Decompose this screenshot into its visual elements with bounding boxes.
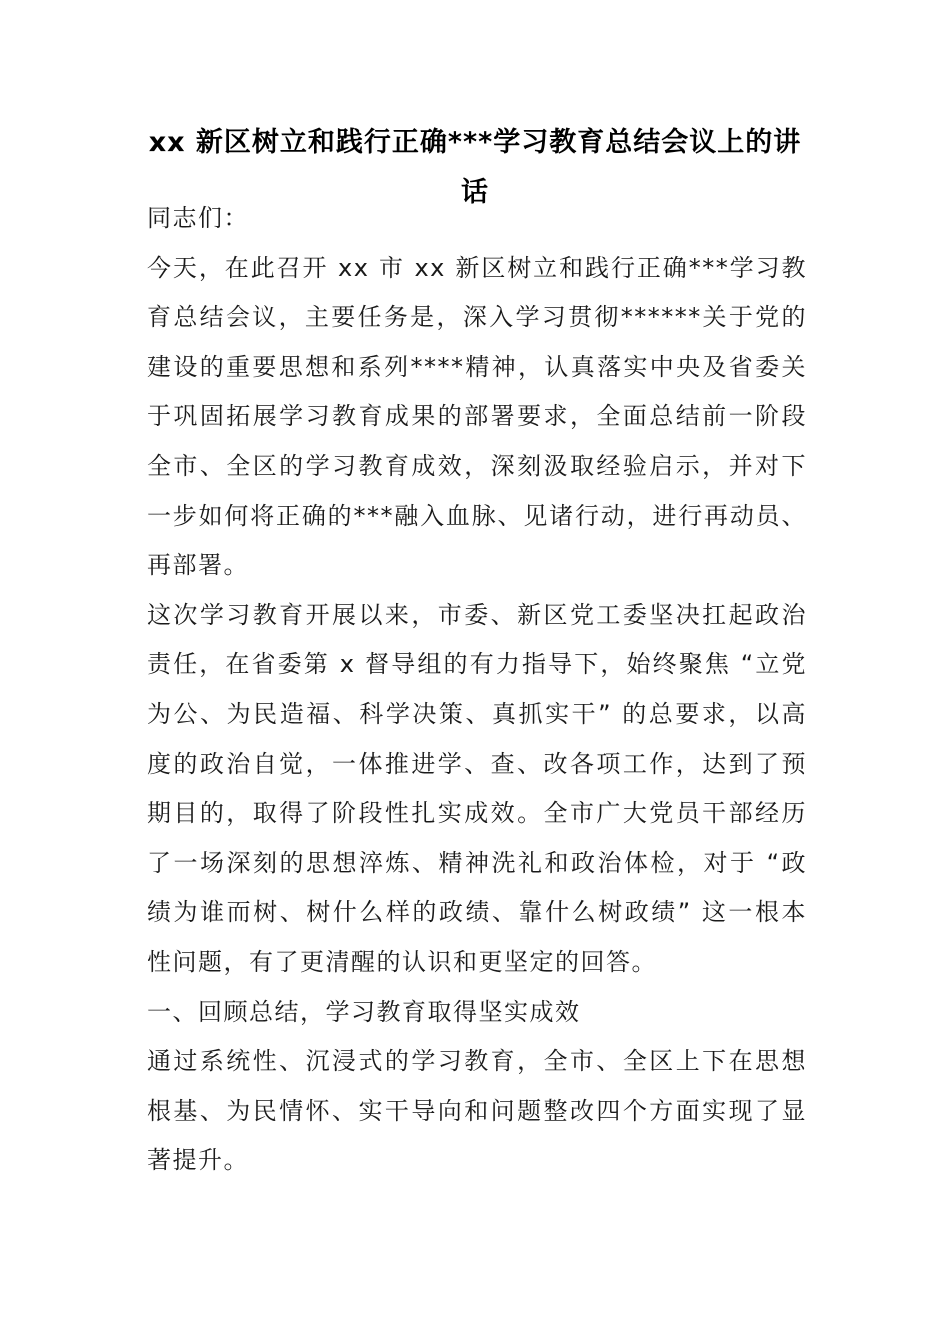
section-paragraph: 通过系统性、沉浸式的学习教育，全市、全区上下在思想根基、为民情怀、实干导向和问题整改四个方面实现了显著提升。 bbox=[147, 1047, 807, 1175]
document-body bbox=[147, 194, 807, 1186]
paragraph-progress: 这次学习教育开展以来，市委、新区党工委坚决扛起政治责任，在省委第 x 督导组的有力指导下，始终聚焦 “立党为公、为民造福、科学决策、真抓实干” 的总要求，以高度的政治自觉，一体推进学、查、改各项工作，达到了预期目的，取得了阶段性扎实成效。全市广大党员干部经历了一场深刻的思想淬炼、精神洗礼和政治体检，对于 “政绩为谁而树、树什么样的政绩、靠什么树政绩” 这一根本性问题，有了更清醒的认识和更坚定的回答。 bbox=[147, 600, 807, 976]
section-heading: 一、回顾总结，学习教育取得坚实成效 bbox=[147, 997, 581, 1026]
paragraph-opening: 今天，在此召开 xx 市 xx 新区树立和践行正确***学习教育总结会议，主要任务是，深入学习贯彻******关于党的建设的重要思想和系列****精神，认真落实中央及省委关于巩固拓展学习教育成果的部署要求，全面总结前一阶段全市、全区的学习教育成效，深刻汲取经验启示，并对下一步如何将正确的***融入血脉、见诸行动，进行再动员、再部署。 bbox=[147, 253, 807, 580]
salutation: 同志们： bbox=[147, 204, 249, 232]
document-title: xx 新区树立和践行正确***学习教育总结会议上的讲话 bbox=[148, 127, 802, 208]
